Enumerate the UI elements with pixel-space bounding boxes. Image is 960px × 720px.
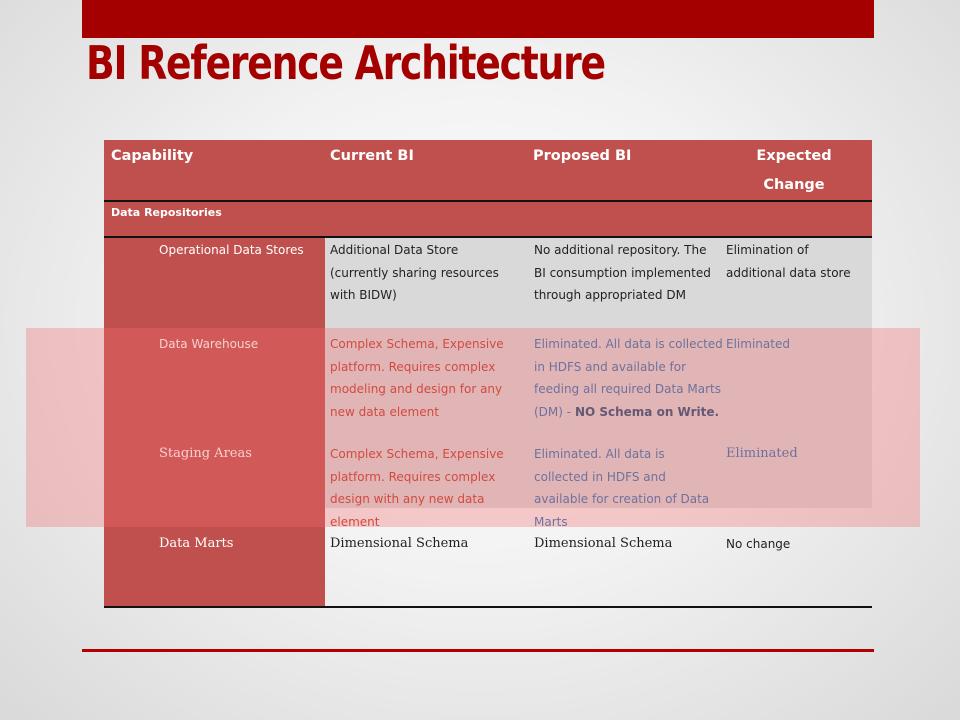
row-current: Complex Schema, Expensive platform. Requires complex design with any new data element [330, 447, 504, 529]
top-accent-bar [82, 0, 874, 38]
row-expected: Elimination of additional data store [726, 243, 851, 280]
highlight-overlay [26, 328, 920, 527]
bottom-divider [82, 649, 874, 652]
header-expected-change: Expected Change [756, 148, 832, 193]
table-bottom-border [104, 606, 872, 608]
row-expected: Eliminated [726, 337, 790, 351]
row-capability: Data Warehouse [159, 337, 259, 351]
row-proposed: No additional repository. The BI consumption implemented through appropriated DM [534, 243, 711, 302]
header-proposed-bi: Proposed BI [533, 148, 632, 164]
section-label: Data Repositories [111, 206, 222, 219]
row-capability: Staging Areas [159, 446, 252, 461]
header-capability: Capability [111, 148, 194, 164]
row-current: Complex Schema, Expensive platform. Requires complex modeling and design for any new data element [330, 337, 504, 419]
section-row [104, 202, 872, 238]
page-title: BI Reference Architecture [86, 36, 605, 90]
row-proposed-text: Eliminated. All data is collected in HDFS and available for feeding all required Data Marts (DM) - [534, 337, 723, 419]
header-current-bi: Current BI [330, 148, 414, 164]
row-proposed-emphasis: NO Schema on Write. [574, 404, 720, 419]
row-expected: Eliminated [726, 446, 798, 461]
row-capability: Operational Data Stores [159, 243, 304, 257]
row-current: Dimensional Schema [330, 536, 469, 551]
row-current: Additional Data Store (currently sharing resources with BIDW) [330, 243, 499, 302]
row-proposed: Dimensional Schema [534, 536, 673, 551]
row-expected: No change [726, 537, 791, 551]
row-proposed: Eliminated. All data is collected in HDFS and available for creation of Data Marts [534, 447, 710, 529]
table-header-row [104, 140, 872, 202]
row-capability: Data Marts [159, 536, 234, 551]
